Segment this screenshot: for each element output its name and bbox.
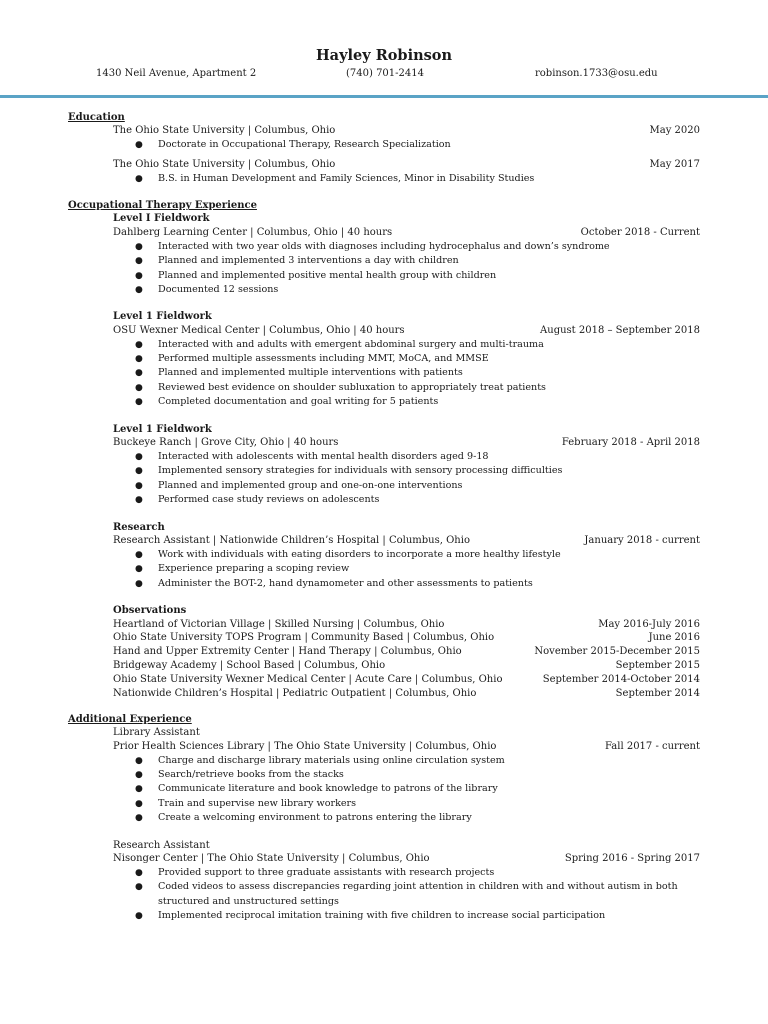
bullet-text: Implemented sensory strategies for individuals with sensory processing difficulties: [158, 465, 563, 477]
bullet-icon: ●: [135, 270, 143, 281]
job-entry: [0, 726, 768, 825]
entry-heading: Level 1 Fieldwork: [113, 311, 212, 323]
bullet-item: [135, 768, 698, 782]
entry-date: May 2017: [649, 159, 700, 171]
entry-date: February 2018 - April 2018: [561, 437, 700, 449]
bullet-item: [135, 395, 698, 409]
bullet-icon: ●: [135, 339, 143, 350]
bullet-item: [135, 366, 698, 380]
entry-date: January 2018 - current: [584, 535, 700, 547]
observation-date: September 2014-October 2014: [542, 673, 700, 685]
bullet-text: B.S. in Human Development and Family Sciences, Minor in Disability Studies: [158, 173, 535, 184]
entry-heading: Research: [113, 521, 165, 533]
bullet-text: Interacted with adolescents with mental health disorders aged 9-18: [158, 450, 489, 462]
header-divider: [0, 95, 768, 98]
contact-email: robinson.1733@osu.edu: [535, 68, 658, 79]
bullet-icon: ●: [135, 784, 143, 795]
bullet-item: [135, 909, 698, 923]
bullet-item: [135, 577, 698, 591]
bullet-icon: ●: [135, 868, 143, 878]
bullet-item: [135, 493, 698, 507]
entry-org: Buckeye Ranch | Grove City, Ohio | 40 hours: [113, 437, 339, 449]
bullet-text: Planned and implemented 3 interventions a day with children: [158, 255, 459, 267]
observations-entry: [0, 604, 768, 700]
bullet-icon: ●: [135, 813, 143, 824]
observation-org: Heartland of Victorian Village | Skilled Nursing | Columbus, Ohio: [113, 618, 445, 630]
section-title-education: Education: [68, 112, 125, 123]
bullet-list: [0, 172, 768, 186]
entry-org: Nisonger Center | The Ohio State University | Columbus, Ohio: [113, 853, 430, 865]
bullet-text: Charge and discharge library materials using online circulation system: [158, 754, 505, 766]
entry-org: Prior Health Sciences Library | The Ohio State University | Columbus, Ohio: [113, 740, 497, 752]
bullet-icon: ●: [135, 256, 143, 267]
entry-date: Fall 2017 - current: [605, 740, 700, 752]
observation-org: Bridgeway Academy | School Based | Columbus, Ohio: [113, 659, 386, 671]
entry-org: Research Assistant | Nationwide Children’s Hospital | Columbus, Ohio: [113, 535, 470, 547]
fieldwork-entry: [0, 212, 768, 297]
bullet-text: Doctorate in Occupational Therapy, Research Specialization: [158, 138, 451, 150]
bullet-icon: ●: [135, 354, 143, 365]
ot-experience-section: [0, 199, 768, 700]
bullet-text: Provided support to three graduate assistants with research projects: [158, 867, 495, 878]
candidate-name: Hayley Robinson: [315, 47, 452, 64]
entry-line: [113, 740, 700, 754]
section-title-ot-experience: Occupational Therapy Experience: [68, 200, 257, 212]
bullet-icon: ●: [135, 798, 143, 809]
bullet-icon: ●: [135, 495, 143, 506]
entry-line: [113, 124, 700, 138]
bullet-text: Create a welcoming environment to patrons entering the library: [158, 812, 472, 824]
bullet-item: [135, 254, 698, 268]
education-section: [0, 111, 768, 186]
entry-heading: Level I Fieldwork: [113, 213, 210, 225]
bullet-item: [135, 283, 698, 297]
entry-org: OSU Wexner Medical Center | Columbus, Ohio | 40 hours: [113, 324, 405, 336]
bullet-item: [135, 866, 698, 880]
bullet-list: [0, 548, 768, 591]
bullet-text: Train and supervise new library workers: [158, 797, 357, 809]
observation-org: Ohio State University Wexner Medical Center | Acute Care | Columbus, Ohio: [113, 673, 503, 685]
bullet-list: [0, 240, 768, 298]
bullet-text: Interacted with and adults with emergent abdominal surgery and multi-trauma: [158, 338, 544, 350]
entry-date: October 2018 - Current: [580, 226, 700, 238]
bullet-text: Interacted with two year olds with diagnoses including hydrocephalus and down’s syndrome: [158, 240, 610, 252]
bullet-icon: ●: [135, 564, 143, 575]
bullet-text: Search/retrieve books from the stacks: [158, 769, 344, 781]
bullet-text: Completed documentation and goal writing for 5 patients: [158, 396, 439, 408]
education-entry: [0, 124, 768, 152]
entry-date: August 2018 – September 2018: [540, 324, 700, 336]
education-entry: [0, 158, 768, 186]
observation-org: Ohio State University TOPS Program | Community Based | Columbus, Ohio: [113, 632, 495, 644]
observation-line: [113, 645, 700, 659]
fieldwork-entry: [0, 310, 768, 409]
research-entry: [0, 521, 768, 592]
bullet-icon: ●: [135, 480, 143, 491]
entry-org: The Ohio State University | Columbus, Ohio: [113, 125, 336, 136]
bullet-item: [135, 240, 698, 254]
bullet-item: [135, 811, 698, 825]
bullet-item: [135, 548, 698, 562]
bullet-item: [135, 562, 698, 576]
bullet-text: Performed multiple assessments including MMT, MoCA, and MMSE: [158, 353, 489, 365]
bullet-text: Planned and implemented group and one-on-one interventions: [158, 479, 463, 491]
bullet-icon: ●: [135, 911, 143, 922]
bullet-icon: ●: [135, 451, 143, 462]
entry-heading: Library Assistant: [113, 727, 200, 739]
entry-line: [113, 436, 700, 450]
bullet-text: Documented 12 sessions: [158, 283, 279, 295]
observation-date: June 2016: [648, 632, 700, 644]
bullet-icon: ●: [135, 174, 143, 184]
bullet-text: Performed case study reviews on adolescents: [158, 494, 380, 506]
bullet-icon: ●: [135, 466, 143, 477]
observation-line: [113, 673, 700, 687]
entry-heading: Observations: [113, 605, 187, 617]
bullet-item: [135, 479, 698, 493]
resume-body: [0, 111, 768, 937]
entry-line: [113, 324, 700, 338]
bullet-icon: ●: [135, 241, 143, 252]
bullet-item: [135, 338, 698, 352]
bullet-icon: ●: [135, 368, 143, 379]
bullet-text: Experience preparing a scoping review: [158, 563, 350, 575]
additional-experience-section: [0, 713, 768, 923]
fieldwork-entry: [0, 423, 768, 508]
bullet-icon: ●: [135, 284, 143, 295]
section-title-additional: Additional Experience: [68, 714, 192, 726]
entry-org: Dahlberg Learning Center | Columbus, Ohio | 40 hours: [113, 226, 393, 238]
bullet-icon: ●: [135, 397, 143, 408]
bullet-icon: ●: [135, 549, 143, 560]
entry-heading: Research Assistant: [113, 839, 210, 851]
bullet-text: Planned and implemented multiple interventions with patients: [158, 367, 463, 379]
bullet-item: [135, 797, 698, 811]
observation-line: [113, 687, 700, 701]
bullet-item: [135, 352, 698, 366]
bullet-list: [0, 338, 768, 410]
bullet-list: [0, 138, 768, 152]
bullet-icon: ●: [135, 882, 143, 893]
observation-line: [113, 618, 700, 632]
entry-line: [113, 534, 700, 548]
observation-date: September 2015: [615, 659, 700, 671]
entry-line: [113, 226, 700, 240]
bullet-icon: ●: [135, 770, 143, 781]
observation-date: November 2015-December 2015: [534, 646, 700, 658]
bullet-icon: ●: [135, 382, 143, 393]
bullet-item: [135, 381, 698, 395]
observation-line: [113, 631, 700, 645]
bullet-item: [135, 138, 698, 152]
observation-org: Nationwide Children’s Hospital | Pediatric Outpatient | Columbus, Ohio: [113, 687, 477, 699]
observation-line: [113, 659, 700, 673]
bullet-list: [0, 450, 768, 508]
bullet-list: [0, 866, 768, 924]
bullet-icon: ●: [135, 755, 143, 766]
entry-date: Spring 2016 - Spring 2017: [564, 853, 700, 865]
contact-phone: (740) 701-2414: [346, 68, 424, 79]
bullet-item: [135, 269, 698, 283]
bullet-text: Reviewed best evidence on shoulder subluxation to appropriately treat patients: [158, 381, 546, 393]
contact-address: 1430 Neil Avenue, Apartment 2: [96, 68, 257, 79]
bullet-item: [135, 880, 698, 909]
bullet-item: [135, 782, 698, 796]
bullet-text: Planned and implemented positive mental health group with children: [158, 269, 497, 281]
entry-heading: Level 1 Fieldwork: [113, 423, 212, 435]
bullet-text: Coded videos to assess discrepancies regarding joint attention in children with and without autism in both structured and unstructured settings: [158, 881, 678, 907]
bullet-text: Implemented reciprocal imitation training with five children to increase social participation: [158, 910, 606, 922]
bullet-icon: ●: [135, 578, 143, 589]
observation-org: Hand and Upper Extremity Center | Hand Therapy | Columbus, Ohio: [113, 646, 462, 658]
bullet-text: Administer the BOT-2, hand dynamometer and other assessments to patients: [158, 577, 533, 589]
bullet-text: Work with individuals with eating disorders to incorporate a more healthy lifestyle: [158, 548, 561, 560]
bullet-item: [135, 450, 698, 464]
observation-date: May 2016-July 2016: [598, 618, 700, 630]
entry-line: [113, 158, 700, 172]
entry-date: May 2020: [649, 125, 700, 136]
bullet-text: Communicate literature and book knowledge to patrons of the library: [158, 783, 498, 795]
entry-org: The Ohio State University | Columbus, Ohio: [113, 159, 336, 171]
bullet-item: [135, 754, 698, 768]
bullet-item: [135, 172, 698, 186]
bullet-icon: ●: [135, 139, 143, 150]
observation-date: September 2014: [615, 687, 700, 699]
job-entry: [0, 839, 768, 924]
entry-line: [113, 852, 700, 866]
bullet-item: [135, 464, 698, 478]
bullet-list: [0, 754, 768, 826]
